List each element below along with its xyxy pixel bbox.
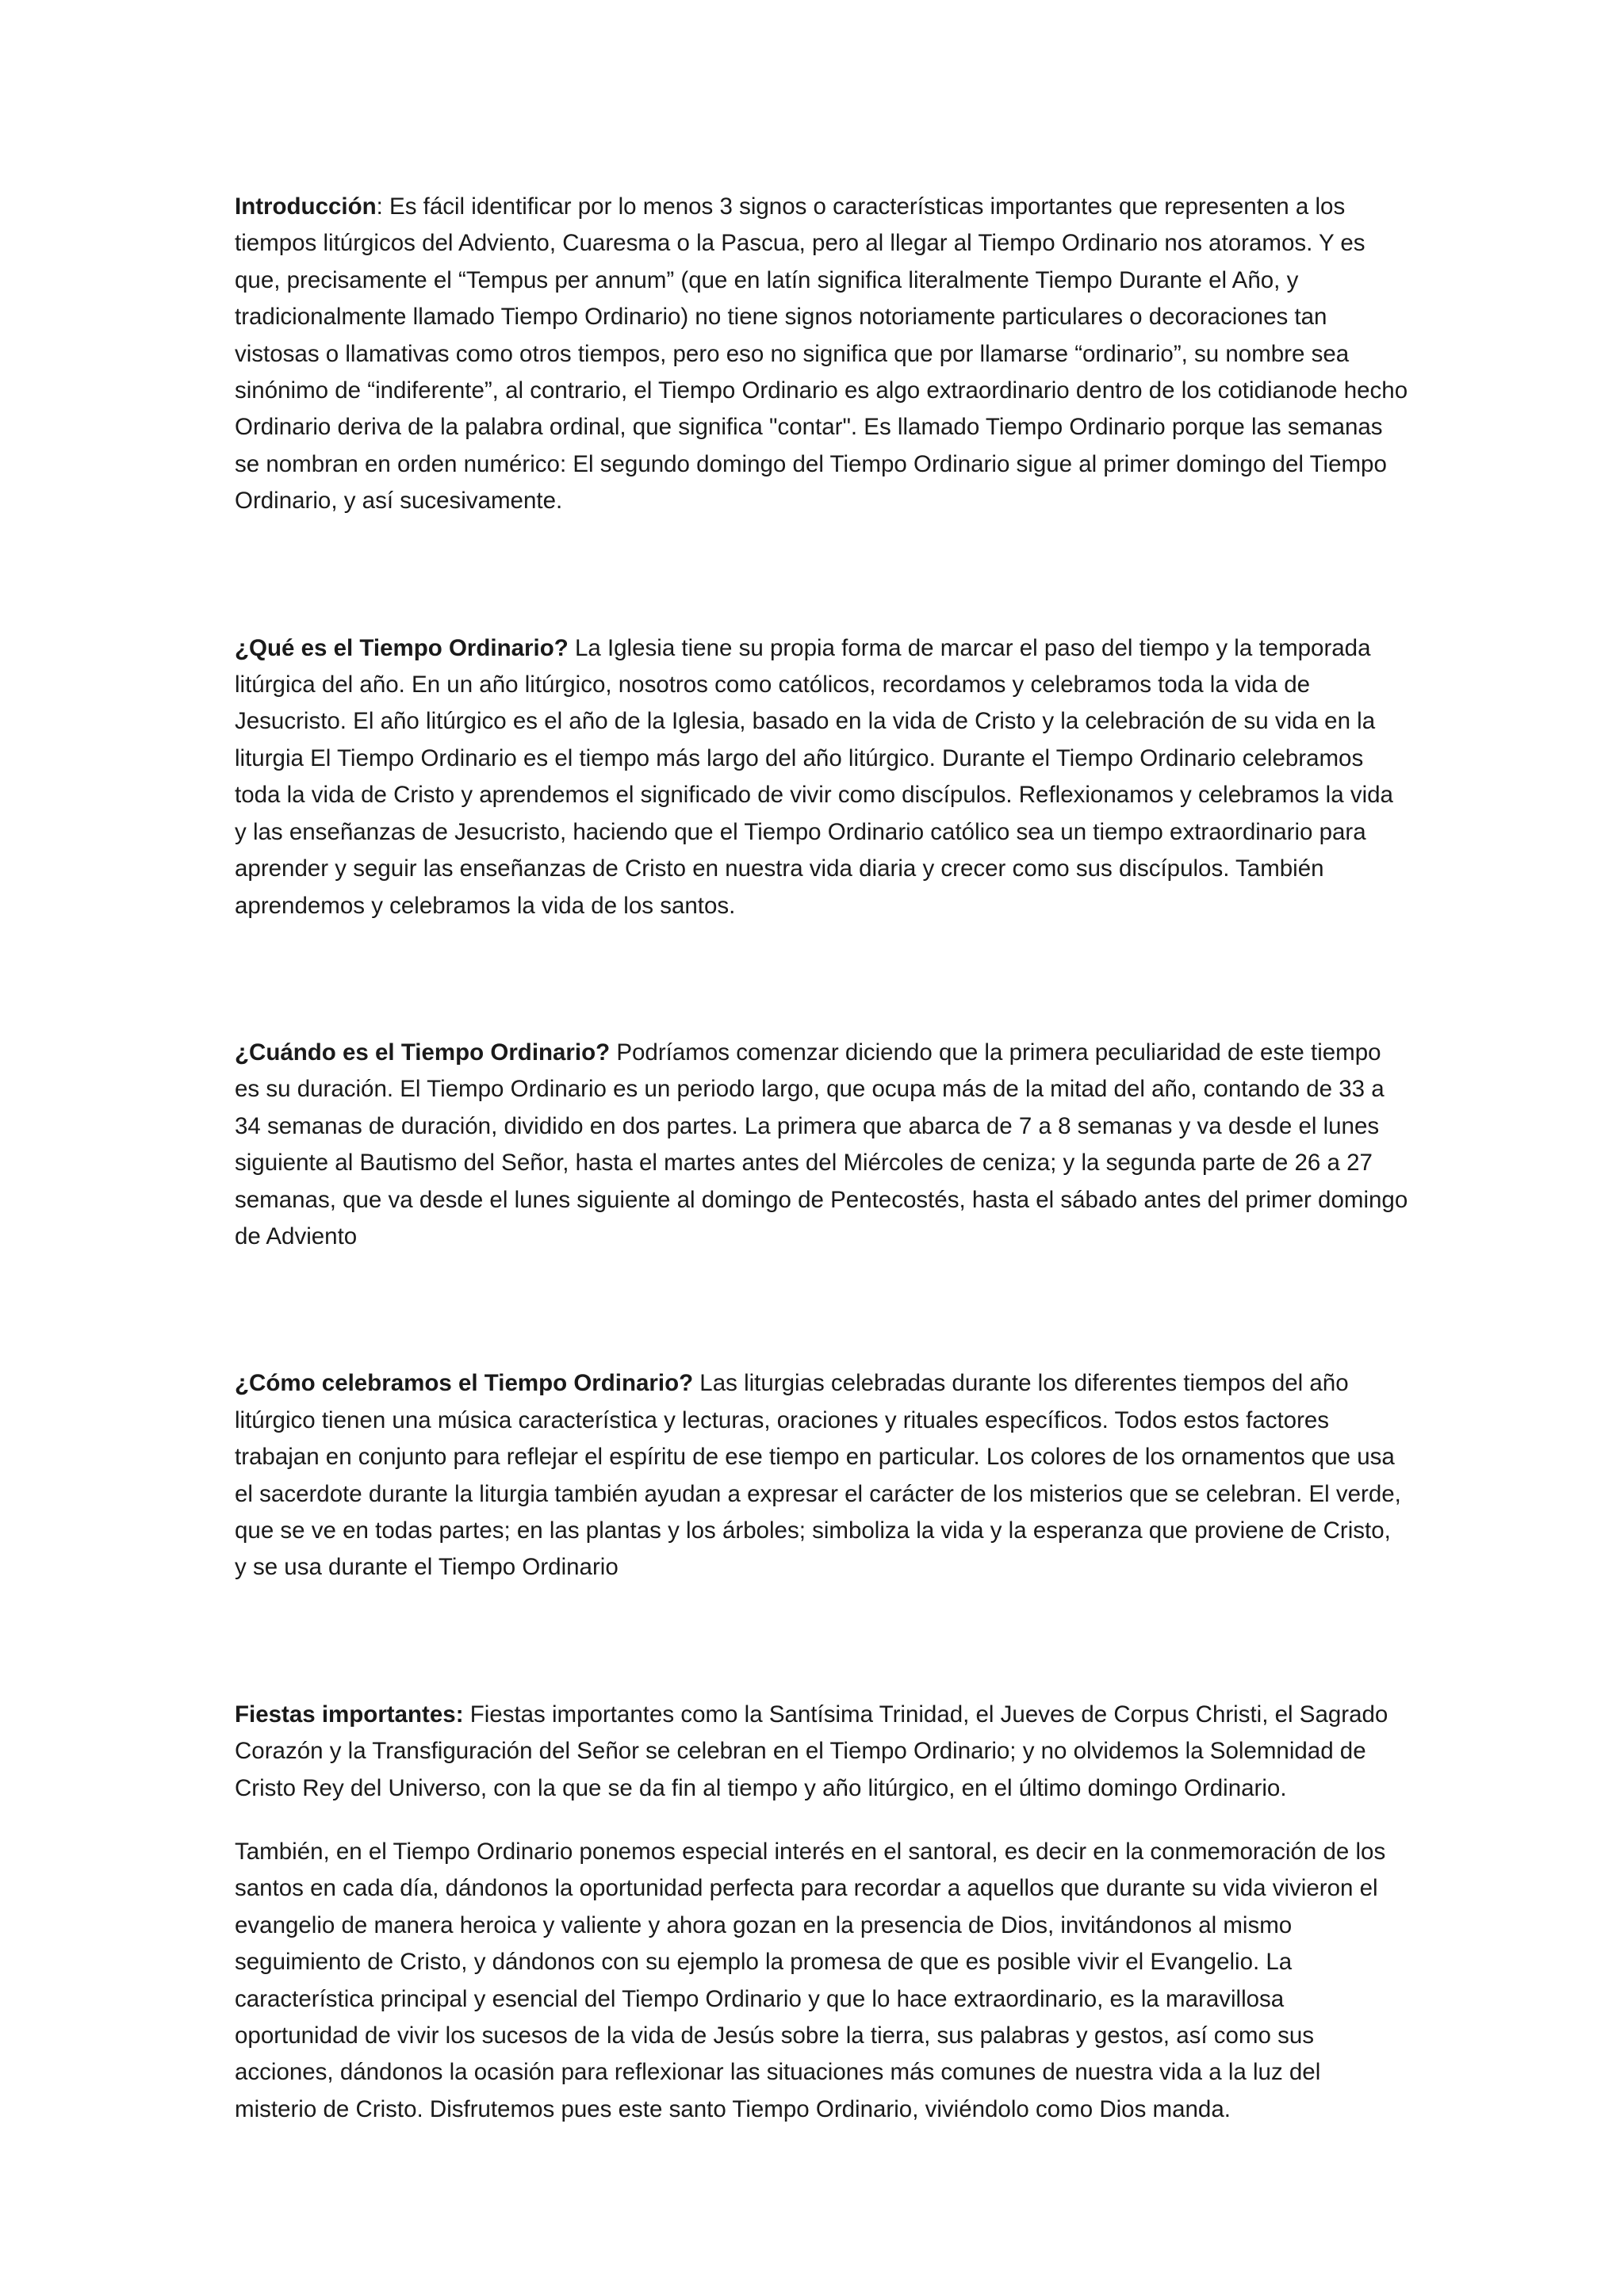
paragraph-como-celebramos <box>235 1365 1408 1586</box>
paragraph-introduccion <box>235 189 1408 520</box>
paragraph-heading: ¿Cuándo es el Tiempo Ordinario? <box>235 1039 611 1066</box>
document-body <box>235 189 1408 2128</box>
paragraph-text: : Es fácil identificar por lo menos 3 signos o características importantes que representen a los tiempos litúrgicos del Adviento, Cuaresma o la Pascua, pero al llegar al Tiempo Ordinario nos atoramos. Y es que, precisamente el “Tempus per annum” (que en latín significa literalmente Tiempo Durante el Año, y tradicionalmente llamado Tiempo Ordinario) no tiene signos notoriamente particulares o decoraciones tan vistosas o llamativas como otros tiempos, pero eso no significa que por llamarse “ordinario”, su nombre sea sinónimo de “indiferente”, al contrario, el Tiempo Ordinario es algo extraordinario dentro de los cotidianode hecho Ordinario deriva de la palabra ordinal, que significa "contar". Es llamado Tiempo Ordinario porque las semanas se nombran en orden numérico: El segundo domingo del Tiempo Ordinario sigue al primer domingo del Tiempo Ordinario, y así sucesivamente. <box>235 193 1408 515</box>
paragraph-tambien <box>235 1834 1408 2128</box>
paragraph-heading: ¿Cómo celebramos el Tiempo Ordinario? <box>235 1370 694 1397</box>
paragraph-que-es <box>235 630 1408 924</box>
paragraph-heading: Fiestas importantes: <box>235 1701 464 1728</box>
paragraph-text: Podríamos comenzar diciendo que la primera peculiaridad de este tiempo es su duración. El Tiempo Ordinario es un periodo largo, que ocupa más de la mitad del año, contando de 33 a 34 semanas de duración, dividido en dos partes. La primera que abarca de 7 a 8 semanas y va desde el lunes siguiente al Bautismo del Señor, hasta el martes antes del Miércoles de ceniza; y la segunda parte de 26 a 27 semanas, que va desde el lunes siguiente al domingo de Pentecostés, hasta el sábado antes del primer domingo de Adviento <box>235 1039 1408 1249</box>
paragraph-heading: ¿Qué es el Tiempo Ordinario? <box>235 634 569 661</box>
paragraph-cuando-es <box>235 1035 1408 1255</box>
paragraph-text: Fiestas importantes como la Santísima Trinidad, el Jueves de Corpus Christi, el Sagrado Corazón y la Transfiguración del Señor se celebran en el Tiempo Ordinario; y no olvidemos la Solemnidad de Cristo Rey del Universo, con la que se da fin al tiempo y año litúrgico, en el último domingo Ordinario. <box>235 1701 1388 1801</box>
paragraph-text: También, en el Tiempo Ordinario ponemos especial interés en el santoral, es decir en la conmemoración de los santos en cada día, dándonos la oportunidad perfecta para recordar a aquellos que durante su vida vivieron el evangelio de manera heroica y valiente y ahora gozan en la presencia de Dios, invitándonos al mismo seguimiento de Cristo, y dándonos con su ejemplo la promesa de que es posible vivir el Evangelio. La característica principal y esencial del Tiempo Ordinario y que lo hace extraordinario, es la maravillosa oportunidad de vivir los sucesos de la vida de Jesús sobre la tierra, sus palabras y gestos, así como sus acciones, dándonos la ocasión para reflexionar las situaciones más comunes de nuestra vida a la luz del misterio de Cristo. Disfrutemos pues este santo Tiempo Ordinario, viviéndolo como Dios manda. <box>235 1839 1386 2122</box>
paragraph-text: Las liturgias celebradas durante los diferentes tiempos del año litúrgico tienen una música característica y lecturas, oraciones y rituales específicos. Todos estos factores trabajan en conjunto para reflejar el espíritu de ese tiempo en particular. Los colores de los ornamentos que usa el sacerdote durante la liturgia también ayudan a expresar el carácter de los misterios que se celebran. El verde, que se ve en todas partes; en las plantas y los árboles; simboliza la vida y la esperanza que proviene de Cristo, y se usa durante el Tiempo Ordinario <box>235 1370 1401 1581</box>
paragraph-fiestas-importantes <box>235 1697 1408 1807</box>
paragraph-heading: Introducción <box>235 193 377 220</box>
paragraph-text: La Iglesia tiene su propia forma de marcar el paso del tiempo y la temporada litúrgica del año. En un año litúrgico, nosotros como católicos, recordamos y celebramos toda la vida de Jesucristo. El año litúrgico es el año de la Iglesia, basado en la vida de Cristo y la celebración de su vida en la liturgia El Tiempo Ordinario es el tiempo más largo del año litúrgico. Durante el Tiempo Ordinario celebramos toda la vida de Cristo y aprendemos el significado de vivir como discípulos. Reflexionamos y celebramos la vida y las enseñanzas de Jesucristo, haciendo que el Tiempo Ordinario católico sea un tiempo extraordinario para aprender y seguir las enseñanzas de Cristo en nuestra vida diaria y crecer como sus discípulos. También aprendemos y celebramos la vida de los santos. <box>235 634 1393 919</box>
